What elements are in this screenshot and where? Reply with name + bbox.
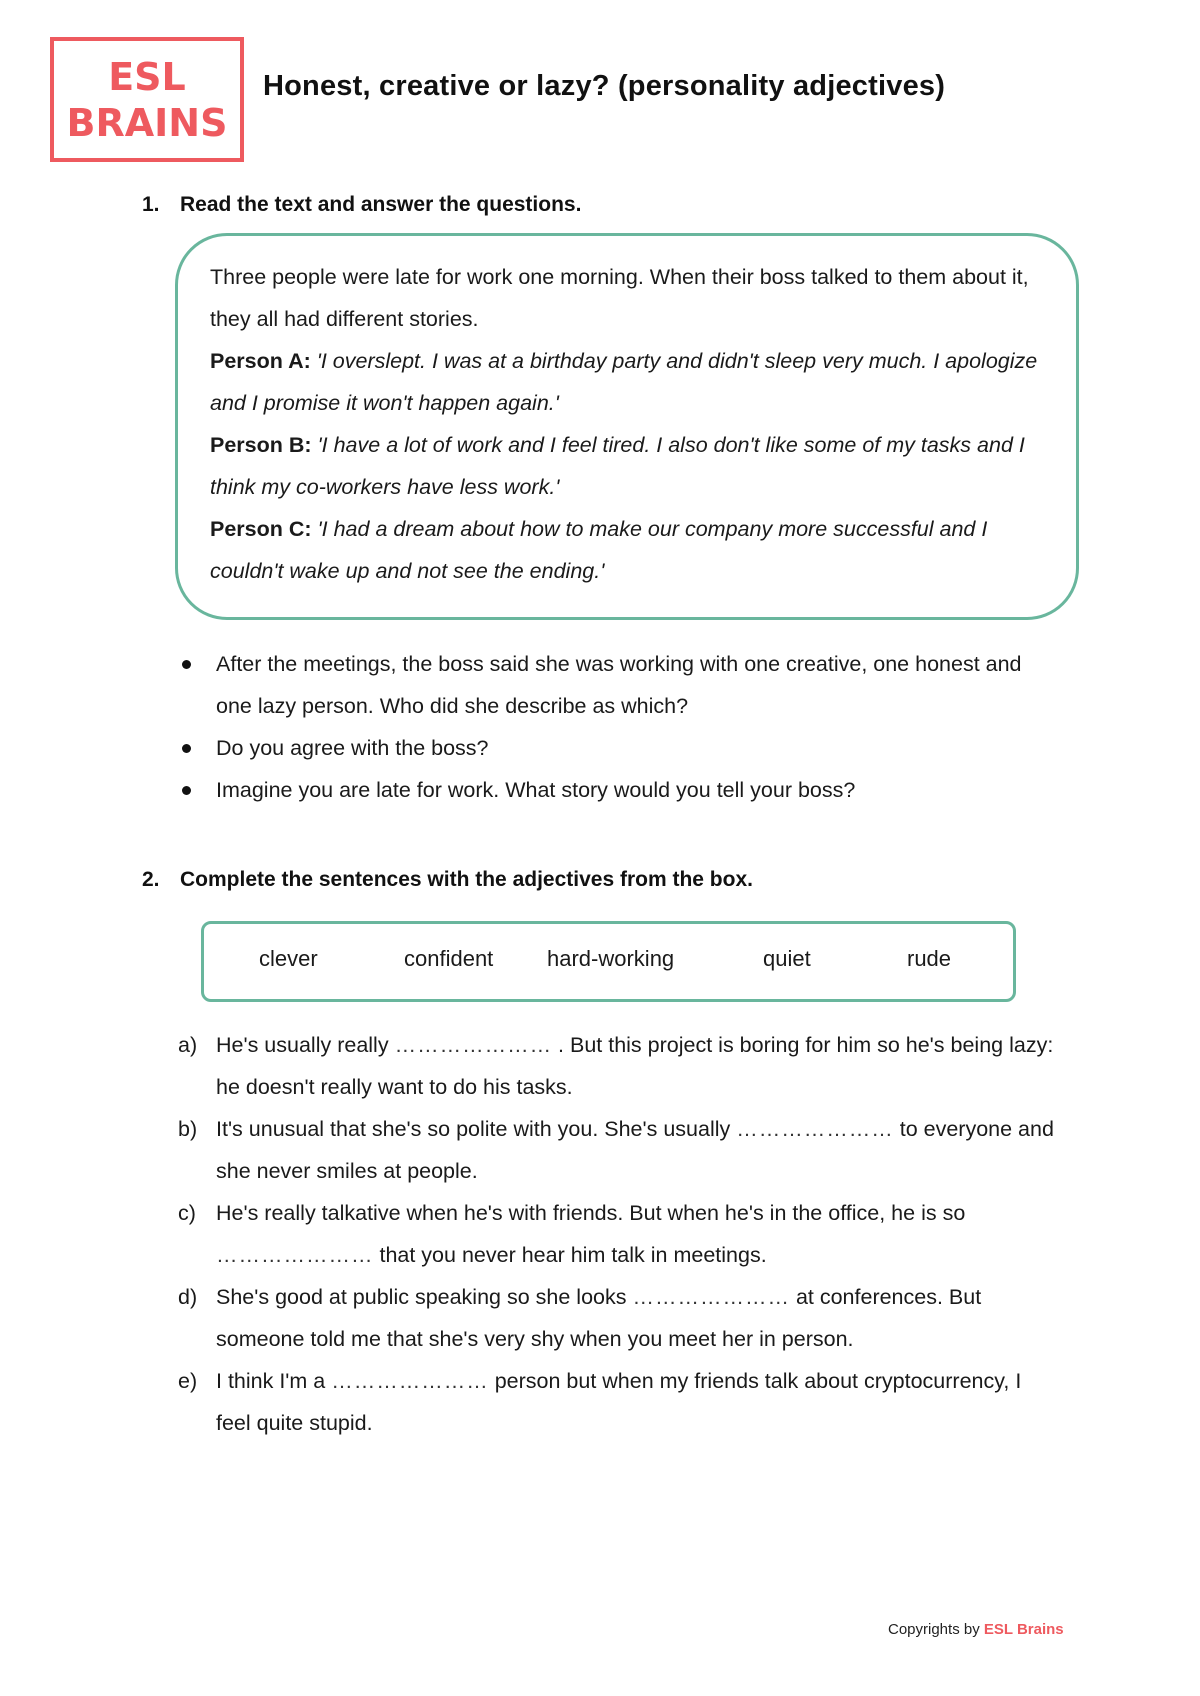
sentence-after: at conferences. But someone told me that she's very shy when you meet her in person. [216,1285,982,1351]
copyright-footer [888,1621,1064,1638]
copyright-text: Copyrights by [888,1621,984,1638]
person-a-label: Person A: [210,349,311,373]
story-intro: Three people were late for work one morning. When their boss talked to them about it, they all had different stories. [210,265,1029,331]
story-text [210,256,1060,592]
logo-line-2: BRAINS [66,100,228,145]
section-1-title: Read the text and answer the questions. [180,193,582,216]
exercise-letter: b) [178,1117,198,1141]
person-b-quote: 'I have a lot of work and I feel tired. I also don't like some of my tasks and I think my co-workers have less work.' [210,433,1025,499]
exercise-letter: a) [178,1033,198,1057]
sentence-before: She's good at public speaking so she looks [216,1285,633,1309]
page-title: Honest, creative or lazy? (personality adjectives) [263,70,946,102]
question-text: Do you agree with the boss? [216,736,489,760]
gap-fill-exercises [178,1024,1058,1444]
section-1-number: 1. [142,193,160,216]
exercise-item [178,1360,1058,1444]
sentence-before: He's really talkative when he's with friends. But when he's in the office, he is so [216,1201,966,1225]
logo-line-1: ESL [108,54,186,99]
exercise-item [178,1192,1058,1276]
answer-blank[interactable]: ………………… [736,1117,894,1141]
person-c-quote: 'I had a dream about how to make our company more successful and I couldn't wake up and not see the ending.' [210,517,988,583]
exercise-item [178,1108,1058,1192]
word-box-item: confident [404,946,494,971]
sentence-before: He's usually really [216,1033,395,1057]
bullet-icon [182,660,191,669]
word-box-item: clever [259,946,318,971]
question-text: After the meetings, the boss said she was working with one creative, one honest and one lazy person. Who did she describe as which? [216,652,1022,718]
exercise-letter: c) [178,1201,196,1225]
person-b-label: Person B: [210,433,312,457]
word-box-item: quiet [763,946,811,971]
exercise-letter: e) [178,1369,198,1393]
word-box-item: rude [907,946,952,971]
answer-blank[interactable]: ………………… [216,1243,374,1267]
question-item [178,727,1058,769]
section-2-heading [142,868,753,892]
word-box-item: hard-working [547,946,675,971]
story-person-c [210,508,1060,592]
esl-brains-logo [50,37,244,162]
answer-blank[interactable]: ………………… [632,1285,790,1309]
exercise-item [178,1276,1058,1360]
sentence-before: I think I'm a [216,1369,332,1393]
person-c-label: Person C: [210,517,312,541]
answer-blank[interactable]: ………………… [331,1369,489,1393]
question-item [178,769,1058,811]
sentence-after: that you never hear him talk in meetings. [373,1243,767,1267]
answer-blank[interactable]: ………………… [394,1033,553,1057]
exercise-item [178,1024,1058,1108]
story-person-a [210,340,1060,424]
question-item [178,643,1058,727]
bullet-icon [182,786,191,795]
person-a-quote: 'I overslept. I was at a birthday party and didn't sleep very much. I apologize and I promise it won't happen again.' [210,349,1038,415]
question-text: Imagine you are late for work. What story would you tell your boss? [216,778,856,802]
section-2-title: Complete the sentences with the adjectives from the box. [180,868,753,891]
exercise-letter: d) [178,1285,198,1309]
section-1-heading [142,193,581,217]
story-person-b [210,424,1060,508]
sentence-after: person but when my friends talk about cryptocurrency, I feel quite stupid. [216,1369,1022,1435]
sentence-after: to everyone and she never smiles at people. [216,1117,1054,1183]
sentence-after: . But this project is boring for him so he's being lazy: he doesn't really want to do his tasks. [216,1033,1054,1099]
copyright-brand-link[interactable]: ESL Brains [983,1621,1064,1638]
discussion-questions [178,643,1058,811]
section-2-number: 2. [142,868,160,891]
bullet-icon [182,744,191,753]
sentence-before: It's unusual that she's so polite with you. She's usually [216,1117,737,1141]
